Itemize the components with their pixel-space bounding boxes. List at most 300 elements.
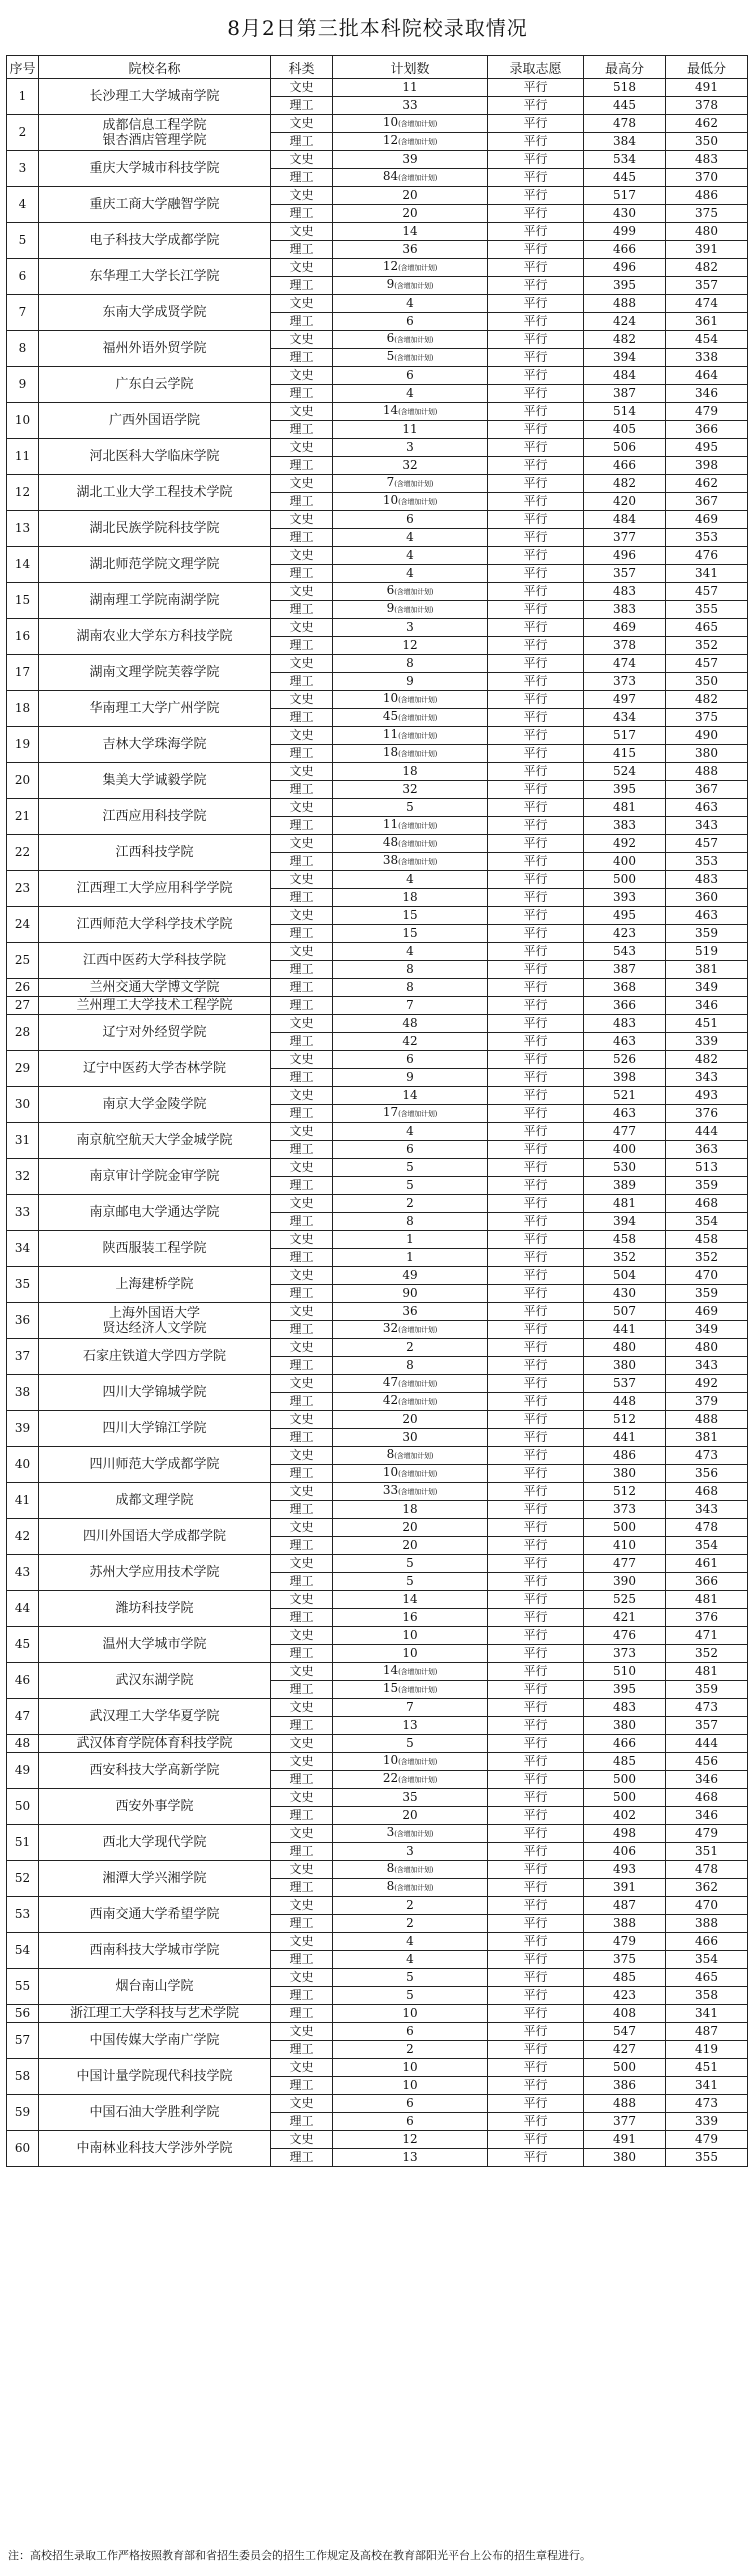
volunteer-cell: 平行 <box>488 907 584 925</box>
min-score-cell: 346 <box>666 1771 748 1789</box>
plan-count: 10 <box>402 2060 418 2074</box>
volunteer-cell: 平行 <box>488 1213 584 1231</box>
category-cell: 理工 <box>271 457 333 475</box>
max-score-cell: 394 <box>584 1213 666 1231</box>
max-score-cell: 493 <box>584 1861 666 1879</box>
school-name: 烟台南山学院 <box>39 1969 271 2005</box>
volunteer-cell: 平行 <box>488 1753 584 1771</box>
volunteer-cell: 平行 <box>488 1393 584 1411</box>
category-cell: 文史 <box>271 1231 333 1249</box>
plan-cell <box>333 1483 488 1501</box>
min-score-cell: 376 <box>666 1609 748 1627</box>
max-score-cell: 500 <box>584 1519 666 1537</box>
school-name: 河北医科大学临床学院 <box>39 439 271 475</box>
min-score-cell: 468 <box>666 1789 748 1807</box>
category-cell: 文史 <box>271 1627 333 1645</box>
volunteer-cell: 平行 <box>488 1159 584 1177</box>
row-number: 44 <box>7 1591 39 1627</box>
plan-cell <box>333 799 488 817</box>
category-cell: 理工 <box>271 1537 333 1555</box>
school-name: 集美大学诚毅学院 <box>39 763 271 799</box>
plan-cell <box>333 565 488 583</box>
volunteer-cell: 平行 <box>488 1681 584 1699</box>
max-score-cell: 377 <box>584 2113 666 2131</box>
volunteer-cell: 平行 <box>488 457 584 475</box>
max-score-cell: 466 <box>584 241 666 259</box>
header-min: 最低分 <box>666 56 748 79</box>
plan-cell <box>333 1573 488 1591</box>
table-row <box>7 259 748 277</box>
plan-count: 6 <box>406 314 414 328</box>
plan-count: 10 <box>382 493 399 507</box>
table-row <box>7 871 748 889</box>
plan-count: 4 <box>406 386 414 400</box>
plan-cell <box>333 547 488 565</box>
plan-cell <box>333 1195 488 1213</box>
volunteer-cell: 平行 <box>488 1321 584 1339</box>
plan-note: (含增加计划) <box>398 696 438 704</box>
school-name: 东华理工大学长江学院 <box>39 259 271 295</box>
volunteer-cell: 平行 <box>488 1231 584 1249</box>
category-cell: 文史 <box>271 1339 333 1357</box>
volunteer-cell: 平行 <box>488 79 584 97</box>
plan-count: 36 <box>402 1304 418 1318</box>
plan-note: (含增加计划) <box>398 840 438 848</box>
category-cell: 理工 <box>271 529 333 547</box>
max-score-cell: 380 <box>584 2149 666 2167</box>
max-score-cell: 517 <box>584 727 666 745</box>
category-cell: 文史 <box>271 691 333 709</box>
table-row <box>7 511 748 529</box>
category-cell: 文史 <box>271 835 333 853</box>
volunteer-cell: 平行 <box>488 259 584 277</box>
max-score-cell: 368 <box>584 979 666 997</box>
plan-count: 84 <box>382 169 399 183</box>
plan-cell <box>333 1951 488 1969</box>
max-score-cell: 512 <box>584 1411 666 1429</box>
min-score-cell: 357 <box>666 277 748 295</box>
min-score-cell: 469 <box>666 511 748 529</box>
plan-count: 14 <box>382 403 399 417</box>
plan-cell <box>333 1375 488 1393</box>
table-row <box>7 1195 748 1213</box>
max-score-cell: 496 <box>584 259 666 277</box>
volunteer-cell: 平行 <box>488 169 584 187</box>
min-score-cell: 463 <box>666 799 748 817</box>
min-score-cell: 451 <box>666 1015 748 1033</box>
row-number: 50 <box>7 1789 39 1825</box>
category-cell: 理工 <box>271 601 333 619</box>
max-score-cell: 390 <box>584 1573 666 1591</box>
school-name: 广东白云学院 <box>39 367 271 403</box>
max-score-cell: 380 <box>584 1717 666 1735</box>
max-score-cell: 466 <box>584 457 666 475</box>
school-name: 石家庄铁道大学四方学院 <box>39 1339 271 1375</box>
school-name: 湘潭大学兴湘学院 <box>39 1861 271 1897</box>
max-score-cell: 514 <box>584 403 666 421</box>
min-score-cell: 359 <box>666 925 748 943</box>
plan-count: 10 <box>382 1465 399 1479</box>
school-name: 四川师范大学成都学院 <box>39 1447 271 1483</box>
plan-count: 39 <box>402 152 418 166</box>
plan-cell <box>333 1897 488 1915</box>
plan-count: 11 <box>402 80 418 94</box>
max-score-cell: 391 <box>584 1879 666 1897</box>
volunteer-cell: 平行 <box>488 1069 584 1087</box>
category-cell: 理工 <box>271 1951 333 1969</box>
plan-cell <box>333 997 488 1015</box>
min-score-cell: 474 <box>666 295 748 313</box>
plan-count: 9 <box>406 1070 414 1084</box>
table-row <box>7 907 748 925</box>
plan-count: 3 <box>406 1844 414 1858</box>
plan-count: 14 <box>382 1663 399 1677</box>
plan-count: 4 <box>406 944 414 958</box>
plan-cell <box>333 1267 488 1285</box>
category-cell: 文史 <box>271 1123 333 1141</box>
school-name: 西安外事学院 <box>39 1789 271 1825</box>
category-cell: 文史 <box>271 403 333 421</box>
plan-cell <box>333 1123 488 1141</box>
max-score-cell: 486 <box>584 1447 666 1465</box>
table-row <box>7 1051 748 1069</box>
min-score-cell: 343 <box>666 1357 748 1375</box>
row-number: 3 <box>7 151 39 187</box>
volunteer-cell: 平行 <box>488 223 584 241</box>
plan-cell <box>333 583 488 601</box>
plan-count: 6 <box>406 2096 414 2110</box>
table-row <box>7 1789 748 1807</box>
plan-cell <box>333 601 488 619</box>
row-number: 56 <box>7 2005 39 2023</box>
min-score-cell: 346 <box>666 997 748 1015</box>
max-score-cell: 476 <box>584 1627 666 1645</box>
plan-count: 32 <box>382 1321 399 1335</box>
school-name: 福州外语外贸学院 <box>39 331 271 367</box>
plan-count: 3 <box>406 440 414 454</box>
min-score-cell: 483 <box>666 151 748 169</box>
min-score-cell: 457 <box>666 655 748 673</box>
school-name: 南京审计学院金审学院 <box>39 1159 271 1195</box>
table-row <box>7 763 748 781</box>
category-cell: 理工 <box>271 1609 333 1627</box>
max-score-cell: 402 <box>584 1807 666 1825</box>
min-score-cell: 370 <box>666 169 748 187</box>
table-row <box>7 1519 748 1537</box>
min-score-cell: 463 <box>666 907 748 925</box>
school-name: 四川大学锦城学院 <box>39 1375 271 1411</box>
plan-count: 16 <box>402 1610 418 1624</box>
footer-note: 注：高校招生录取工作严格按照教育部和省招生委员会的招生工作规定及高校在教育部阳光平台上公布的招生章程进行。 <box>8 2549 591 2562</box>
volunteer-cell: 平行 <box>488 1789 584 1807</box>
min-score-cell: 482 <box>666 259 748 277</box>
plan-count: 35 <box>402 1790 418 1804</box>
min-score-cell: 343 <box>666 1069 748 1087</box>
min-score-cell: 352 <box>666 637 748 655</box>
max-score-cell: 487 <box>584 1897 666 1915</box>
plan-note: (含增加计划) <box>398 408 438 416</box>
plan-cell <box>333 97 488 115</box>
min-score-cell: 379 <box>666 1393 748 1411</box>
category-cell: 文史 <box>271 1555 333 1573</box>
max-score-cell: 378 <box>584 637 666 655</box>
row-number: 54 <box>7 1933 39 1969</box>
volunteer-cell: 平行 <box>488 619 584 637</box>
category-cell: 文史 <box>271 1519 333 1537</box>
row-number: 23 <box>7 871 39 907</box>
table-row <box>7 475 748 493</box>
plan-count: 2 <box>406 1898 414 1912</box>
volunteer-cell: 平行 <box>488 1735 584 1753</box>
plan-count: 33 <box>382 1483 399 1497</box>
row-number: 7 <box>7 295 39 331</box>
min-score-cell: 380 <box>666 745 748 763</box>
plan-note: (含增加计划) <box>398 1488 438 1496</box>
category-cell: 文史 <box>271 79 333 97</box>
category-cell: 文史 <box>271 1195 333 1213</box>
row-number: 42 <box>7 1519 39 1555</box>
max-score-cell: 423 <box>584 925 666 943</box>
plan-cell <box>333 619 488 637</box>
plan-count: 20 <box>402 1808 418 1822</box>
max-score-cell: 387 <box>584 385 666 403</box>
plan-count: 10 <box>402 2078 418 2092</box>
max-score-cell: 463 <box>584 1105 666 1123</box>
plan-note: (含增加计划) <box>394 1452 434 1460</box>
max-score-cell: 445 <box>584 97 666 115</box>
plan-count: 13 <box>402 1718 418 1732</box>
row-number: 12 <box>7 475 39 511</box>
category-cell: 理工 <box>271 1807 333 1825</box>
volunteer-cell: 平行 <box>488 1555 584 1573</box>
plan-count: 20 <box>402 1412 418 1426</box>
min-score-cell: 490 <box>666 727 748 745</box>
max-score-cell: 430 <box>584 1285 666 1303</box>
plan-cell <box>333 2131 488 2149</box>
category-cell: 理工 <box>271 349 333 367</box>
min-score-cell: 468 <box>666 1483 748 1501</box>
row-number: 40 <box>7 1447 39 1483</box>
row-number: 2 <box>7 115 39 151</box>
category-cell: 理工 <box>271 925 333 943</box>
row-number: 37 <box>7 1339 39 1375</box>
max-score-cell: 393 <box>584 889 666 907</box>
plan-count: 20 <box>402 188 418 202</box>
plan-count: 42 <box>382 1393 399 1407</box>
plan-note: (含增加计划) <box>394 1866 434 1874</box>
plan-cell <box>333 817 488 835</box>
max-score-cell: 526 <box>584 1051 666 1069</box>
plan-count: 2 <box>406 1196 414 1210</box>
max-score-cell: 500 <box>584 1789 666 1807</box>
min-score-cell: 462 <box>666 115 748 133</box>
plan-cell <box>333 1879 488 1897</box>
plan-count: 7 <box>406 1700 414 1714</box>
plan-cell <box>333 367 488 385</box>
min-score-cell: 354 <box>666 1213 748 1231</box>
category-cell: 文史 <box>271 763 333 781</box>
plan-note: (含增加计划) <box>398 1110 438 1118</box>
plan-cell <box>333 1177 488 1195</box>
max-score-cell: 366 <box>584 997 666 1015</box>
plan-count: 33 <box>402 98 418 112</box>
min-score-cell: 473 <box>666 2095 748 2113</box>
plan-count: 20 <box>402 1520 418 1534</box>
table-row <box>7 619 748 637</box>
volunteer-cell: 平行 <box>488 547 584 565</box>
plan-count: 12 <box>382 259 399 273</box>
min-score-cell: 398 <box>666 457 748 475</box>
plan-cell <box>333 2023 488 2041</box>
row-number: 45 <box>7 1627 39 1663</box>
school-name: 上海建桥学院 <box>39 1267 271 1303</box>
max-score-cell: 474 <box>584 655 666 673</box>
plan-cell <box>333 529 488 547</box>
table-row <box>7 1303 748 1321</box>
row-number: 41 <box>7 1483 39 1519</box>
table-row <box>7 1123 748 1141</box>
row-number: 32 <box>7 1159 39 1195</box>
plan-count: 45 <box>382 709 399 723</box>
plan-cell <box>333 1735 488 1753</box>
plan-cell <box>333 2113 488 2131</box>
volunteer-cell: 平行 <box>488 943 584 961</box>
category-cell: 理工 <box>271 1249 333 1267</box>
plan-cell <box>333 1717 488 1735</box>
plan-count: 4 <box>406 548 414 562</box>
plan-count: 48 <box>382 835 399 849</box>
min-score-cell: 491 <box>666 79 748 97</box>
plan-cell <box>333 385 488 403</box>
min-score-cell: 357 <box>666 1717 748 1735</box>
category-cell: 文史 <box>271 475 333 493</box>
plan-count: 8 <box>406 656 414 670</box>
row-number: 17 <box>7 655 39 691</box>
category-cell: 理工 <box>271 205 333 223</box>
category-cell: 文史 <box>271 367 333 385</box>
min-score-cell: 462 <box>666 475 748 493</box>
max-score-cell: 507 <box>584 1303 666 1321</box>
volunteer-cell: 平行 <box>488 1969 584 1987</box>
min-score-cell: 493 <box>666 1087 748 1105</box>
plan-note: (含增加计划) <box>398 1758 438 1766</box>
plan-count: 6 <box>406 2114 414 2128</box>
plan-cell <box>333 1537 488 1555</box>
plan-cell <box>333 331 488 349</box>
plan-cell <box>333 493 488 511</box>
plan-cell <box>333 169 488 187</box>
table-row <box>7 1411 748 1429</box>
row-number: 19 <box>7 727 39 763</box>
max-score-cell: 380 <box>584 1465 666 1483</box>
max-score-cell: 534 <box>584 151 666 169</box>
category-cell: 文史 <box>271 2131 333 2149</box>
category-cell: 理工 <box>271 493 333 511</box>
plan-count: 47 <box>382 1375 399 1389</box>
plan-cell <box>333 349 488 367</box>
plan-count: 10 <box>382 115 399 129</box>
category-cell: 文史 <box>271 115 333 133</box>
volunteer-cell: 平行 <box>488 2077 584 2095</box>
school-name: 兰州理工大学技术工程学院 <box>39 997 271 1015</box>
plan-cell <box>333 1843 488 1861</box>
min-score-cell: 444 <box>666 1735 748 1753</box>
max-score-cell: 517 <box>584 187 666 205</box>
school-name: 四川大学锦江学院 <box>39 1411 271 1447</box>
min-score-cell: 355 <box>666 2149 748 2167</box>
row-number: 58 <box>7 2059 39 2095</box>
plan-cell <box>333 1411 488 1429</box>
plan-count: 18 <box>402 1502 418 1516</box>
plan-cell <box>333 709 488 727</box>
min-score-cell: 343 <box>666 1501 748 1519</box>
table-row <box>7 1627 748 1645</box>
min-score-cell: 480 <box>666 1339 748 1357</box>
plan-cell <box>333 1447 488 1465</box>
volunteer-cell: 平行 <box>488 1987 584 2005</box>
school-name: 中国石油大学胜利学院 <box>39 2095 271 2131</box>
row-number: 15 <box>7 583 39 619</box>
plan-cell <box>333 925 488 943</box>
max-score-cell: 498 <box>584 1825 666 1843</box>
volunteer-cell: 平行 <box>488 583 584 601</box>
category-cell: 文史 <box>271 1663 333 1681</box>
max-score-cell: 530 <box>584 1159 666 1177</box>
category-cell: 理工 <box>271 1285 333 1303</box>
plan-count: 5 <box>406 1178 414 1192</box>
plan-note: (含增加计划) <box>394 1830 434 1838</box>
volunteer-cell: 平行 <box>488 1915 584 1933</box>
plan-cell <box>333 133 488 151</box>
volunteer-cell: 平行 <box>488 2023 584 2041</box>
plan-note: (含增加计划) <box>394 606 434 614</box>
volunteer-cell: 平行 <box>488 853 584 871</box>
max-score-cell: 495 <box>584 907 666 925</box>
plan-count: 7 <box>386 475 395 489</box>
plan-note: (含增加计划) <box>394 588 434 596</box>
page-title: 8月2日第三批本科院校录取情况 <box>227 16 528 40</box>
max-score-cell: 395 <box>584 277 666 295</box>
plan-count: 4 <box>406 1934 414 1948</box>
max-score-cell: 497 <box>584 691 666 709</box>
volunteer-cell: 平行 <box>488 439 584 457</box>
plan-count: 8 <box>406 1358 414 1372</box>
volunteer-cell: 平行 <box>488 1897 584 1915</box>
volunteer-cell: 平行 <box>488 529 584 547</box>
plan-cell <box>333 655 488 673</box>
plan-count: 6 <box>406 512 414 526</box>
row-number: 9 <box>7 367 39 403</box>
volunteer-cell: 平行 <box>488 421 584 439</box>
max-score-cell: 394 <box>584 349 666 367</box>
plan-cell <box>333 205 488 223</box>
table-row <box>7 1735 748 1753</box>
category-cell: 文史 <box>271 2023 333 2041</box>
table-row <box>7 2131 748 2149</box>
max-score-cell: 483 <box>584 1015 666 1033</box>
volunteer-cell: 平行 <box>488 601 584 619</box>
plan-count: 15 <box>382 1681 399 1695</box>
min-score-cell: 367 <box>666 493 748 511</box>
min-score-cell: 338 <box>666 349 748 367</box>
volunteer-cell: 平行 <box>488 2131 584 2149</box>
min-score-cell: 346 <box>666 1807 748 1825</box>
plan-cell <box>333 1663 488 1681</box>
plan-cell <box>333 1807 488 1825</box>
min-score-cell: 359 <box>666 1285 748 1303</box>
plan-cell <box>333 853 488 871</box>
volunteer-cell: 平行 <box>488 241 584 259</box>
